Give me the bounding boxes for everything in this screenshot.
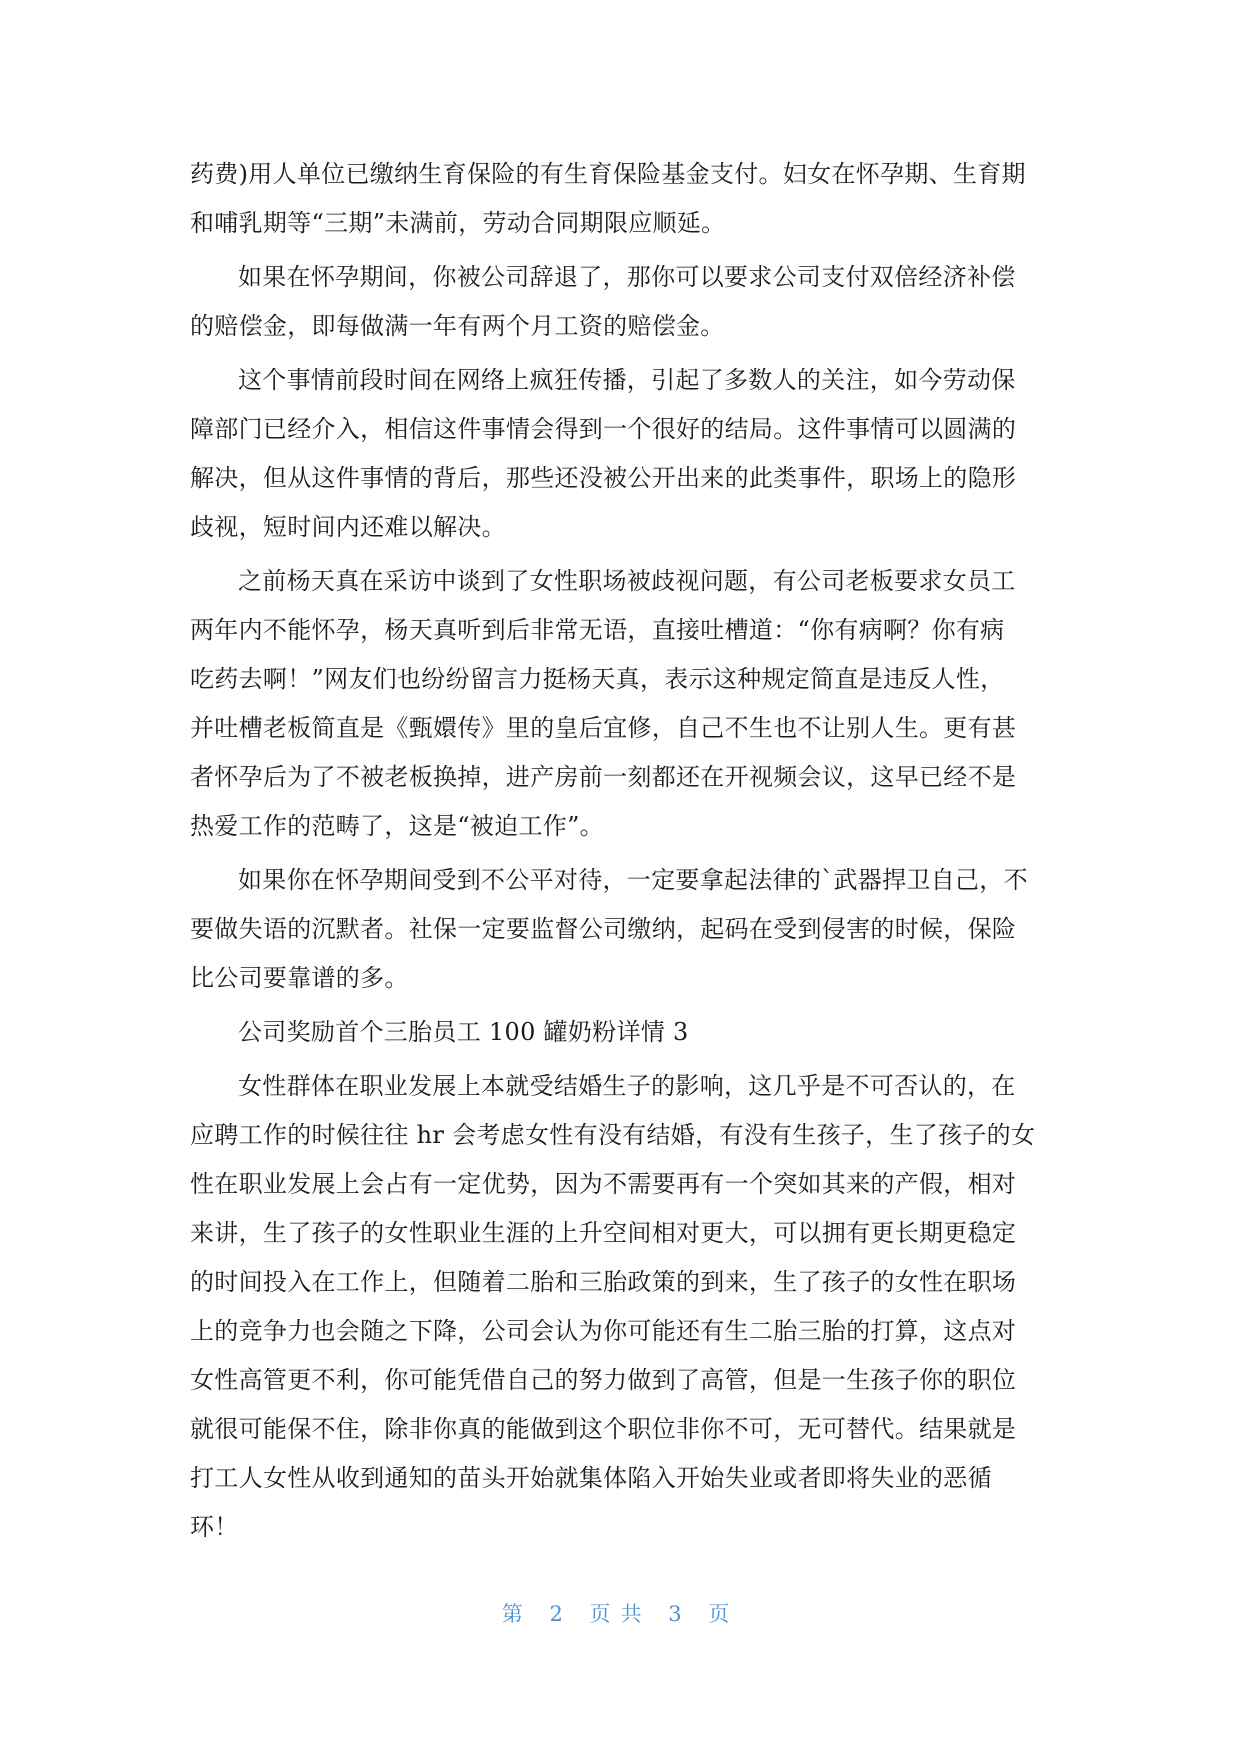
paragraph [190,150,1050,248]
footer-total-pages: 3 [668,1602,692,1626]
text-line: 和哺乳期等“三期”未满前，劳动合同期限应顺延。 [190,209,726,237]
text-line: 要做失语的沉默者。社保一定要监督公司缴纳，起码在受到侵害的时候，保险 [190,915,1017,943]
text-line: 应聘工作的时候往往 hr 会考虑女性有没有结婚，有没有生孩子，生了孩子的女 [190,1121,1036,1149]
paragraph [190,253,1050,351]
text-line: 环！ [190,1513,239,1541]
paragraph [190,1008,1050,1057]
text-line: 吃药去啊！”网友们也纷纷留言力挺杨天真，表示这种规定简直是违反人性， [190,665,1005,693]
text-line: 如果你在怀孕期间受到不公平对待，一定要拿起法律的`武器捍卫自己，不 [238,866,1028,894]
text-line: 比公司要靠谱的多。 [190,964,409,992]
text-line: 热爱工作的范畴了，这是“被迫工作”。 [190,812,604,840]
text-line: 之前杨天真在采访中谈到了女性职场被歧视问题，有公司老板要求女员工 [238,567,1016,595]
text-line: 障部门已经介入，相信这件事情会得到一个很好的结局。这件事情可以圆满的 [190,415,1017,443]
text-line: 上的竞争力也会随之下降，公司会认为你可能还有生二胎三胎的打算，这点对 [190,1317,1017,1345]
text-line: 如果在怀孕期间，你被公司辞退了，那你可以要求公司支付双倍经济补偿 [238,263,1016,291]
document-body [190,150,1050,1557]
text-line: 者怀孕后为了不被老板换掉，进产房前一刻都还在开视频会议，这早已经不是 [190,763,1017,791]
paragraph [190,356,1050,552]
footer-middle: 页共 [589,1602,652,1626]
text-line: 女性高管更不利，你可能凭借自己的努力做到了高管，但是一生孩子你的职位 [190,1366,1017,1394]
text-line: 女性群体在职业发展上本就受结婚生子的影响，这几乎是不可否认的，在 [238,1072,1016,1100]
page-footer [0,1598,1241,1628]
text-line: 歧视，短时间内还难以解决。 [190,513,506,541]
paragraph [190,1062,1050,1552]
footer-current-page: 2 [549,1602,573,1626]
text-line: 药费)用人单位已缴纳生育保险的有生育保险基金支付。妇女在怀孕期、生育期 [190,160,1026,188]
text-line: 来讲，生了孩子的女性职业生涯的上升空间相对更大，可以拥有更长期更稳定 [190,1219,1017,1247]
footer-suffix: 页 [708,1602,740,1626]
text-line: 公司奖励首个三胎员工 100 罐奶粉详情 3 [238,1018,689,1046]
text-line: 的时间投入在工作上，但随着二胎和三胎政策的到来，生了孩子的女性在职场 [190,1268,1017,1296]
text-line: 就很可能保不住，除非你真的能做到这个职位非你不可，无可替代。结果就是 [190,1415,1017,1443]
text-line: 并吐槽老板简直是《甄嬛传》里的皇后宜修，自己不生也不让别人生。更有甚 [190,714,1017,742]
text-line: 解决，但从这件事情的背后，那些还没被公开出来的此类事件，职场上的隐形 [190,464,1017,492]
paragraph [190,557,1050,851]
text-line: 打工人女性从收到通知的苗头开始就集体陷入开始失业或者即将失业的恶循 [190,1464,992,1492]
paragraph [190,856,1050,1003]
text-line: 这个事情前段时间在网络上疯狂传播，引起了多数人的关注，如今劳动保 [238,366,1016,394]
text-line: 两年内不能怀孕，杨天真听到后非常无语，直接吐槽道：“你有病啊？你有病 [190,616,1005,644]
text-line: 性在职业发展上会占有一定优势，因为不需要再有一个突如其来的产假，相对 [190,1170,1017,1198]
footer-prefix: 第 [501,1602,533,1626]
text-line: 的赔偿金，即每做满一年有两个月工资的赔偿金。 [190,312,725,340]
